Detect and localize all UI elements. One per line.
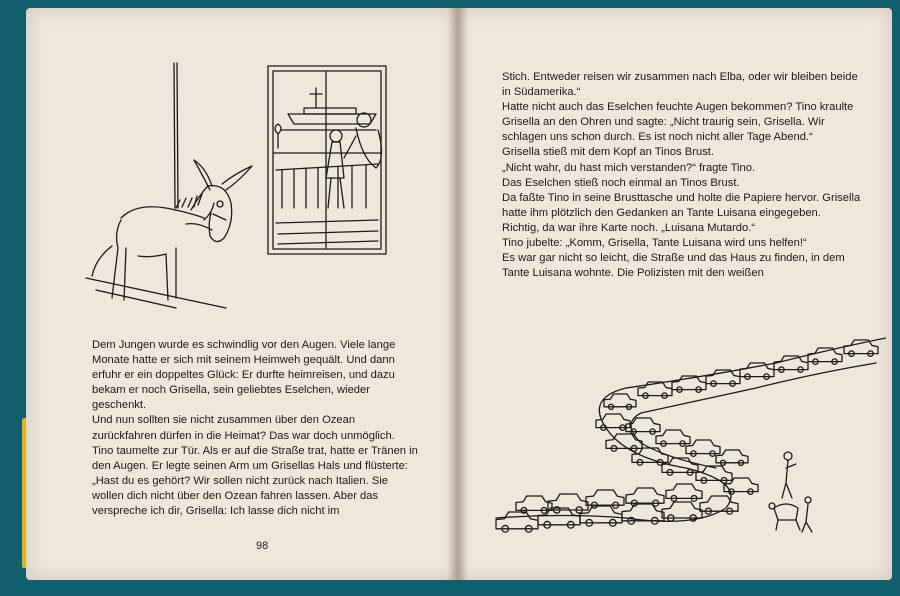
right-page-text (502, 70, 862, 281)
traffic-jam-icon (456, 318, 886, 568)
paragraph: „Nicht wahr, du hast mich verstanden?“ fragte Tino. (502, 161, 756, 174)
right-page (456, 8, 892, 580)
paragraph: Hatte nicht auch das Eselchen feuchte Augen bekommen? Tino kraulte Grisella an den Ohren und sagte: „Nicht traurig sein, Grisella. Wir schlagen uns schon durch. Es ist noch nicht aller Tage Abend.“ (502, 101, 854, 144)
page-number: 98 (256, 540, 269, 552)
donkey-and-window-icon (26, 8, 446, 338)
left-page (26, 8, 456, 580)
paragraph: Es war gar nicht so leicht, die Straße und das Haus zu finden, in dem Tante Luisana wohnte. Die Polizisten mit den weißen (502, 252, 845, 280)
left-page-text (92, 338, 422, 519)
paragraph: Das Eselchen stieß noch einmal an Tinos Brust. (502, 176, 740, 189)
paragraph: Dem Jungen wurde es schwindlig vor den Augen. Viele lange Monate hatte er sich mit seinem Heimweh gequält. Und dann erfuhr er ein doppeltes Glück: Er durfte heimreisen, und dazu bekam er noch Grisella, sein geliebtes Eselchen, wieder geschenkt. (92, 339, 396, 412)
paragraph: Da faßte Tino in seine Brusttasche und holte die Papiere hervor. Grisella hatte ihm plötzlich den Gedanken an Tante Luisana eingegeben. (502, 191, 861, 219)
paragraph: Grisella stieß mit dem Kopf an Tinos Brust. (502, 146, 715, 159)
book-spread (16, 8, 894, 588)
paragraph: Tino taumelte zur Tür. Als er auf die Straße trat, hatte er Tränen in den Augen. Er legte seinen Arm um Grisellas Hals und flüsterte: „Hast du es gehört? Wir sollen nicht zurück nach Italien. Sie wollen dich nicht über den Ozean fahren lassen. Aber das verspreche ich dir, Grisella: Ich lasse dich nicht im (92, 444, 418, 518)
paragraph: Und nun sollten sie nicht zusammen über den Ozean zurückfahren dürfen in die Heimat? Das war doch unmöglich. (92, 414, 395, 442)
paragraph: Richtig, da war ihre Karte noch. „Luisana Mutardo.“ (502, 221, 756, 234)
book-gutter (448, 8, 468, 580)
paragraph: Stich. Entweder reisen wir zusammen nach Elba, oder wir bleiben beide in Südamerika.“ (502, 71, 858, 99)
paragraph: Tino jubelte: „Komm, Grisella, Tante Luisana wird uns helfen!“ (502, 237, 807, 250)
